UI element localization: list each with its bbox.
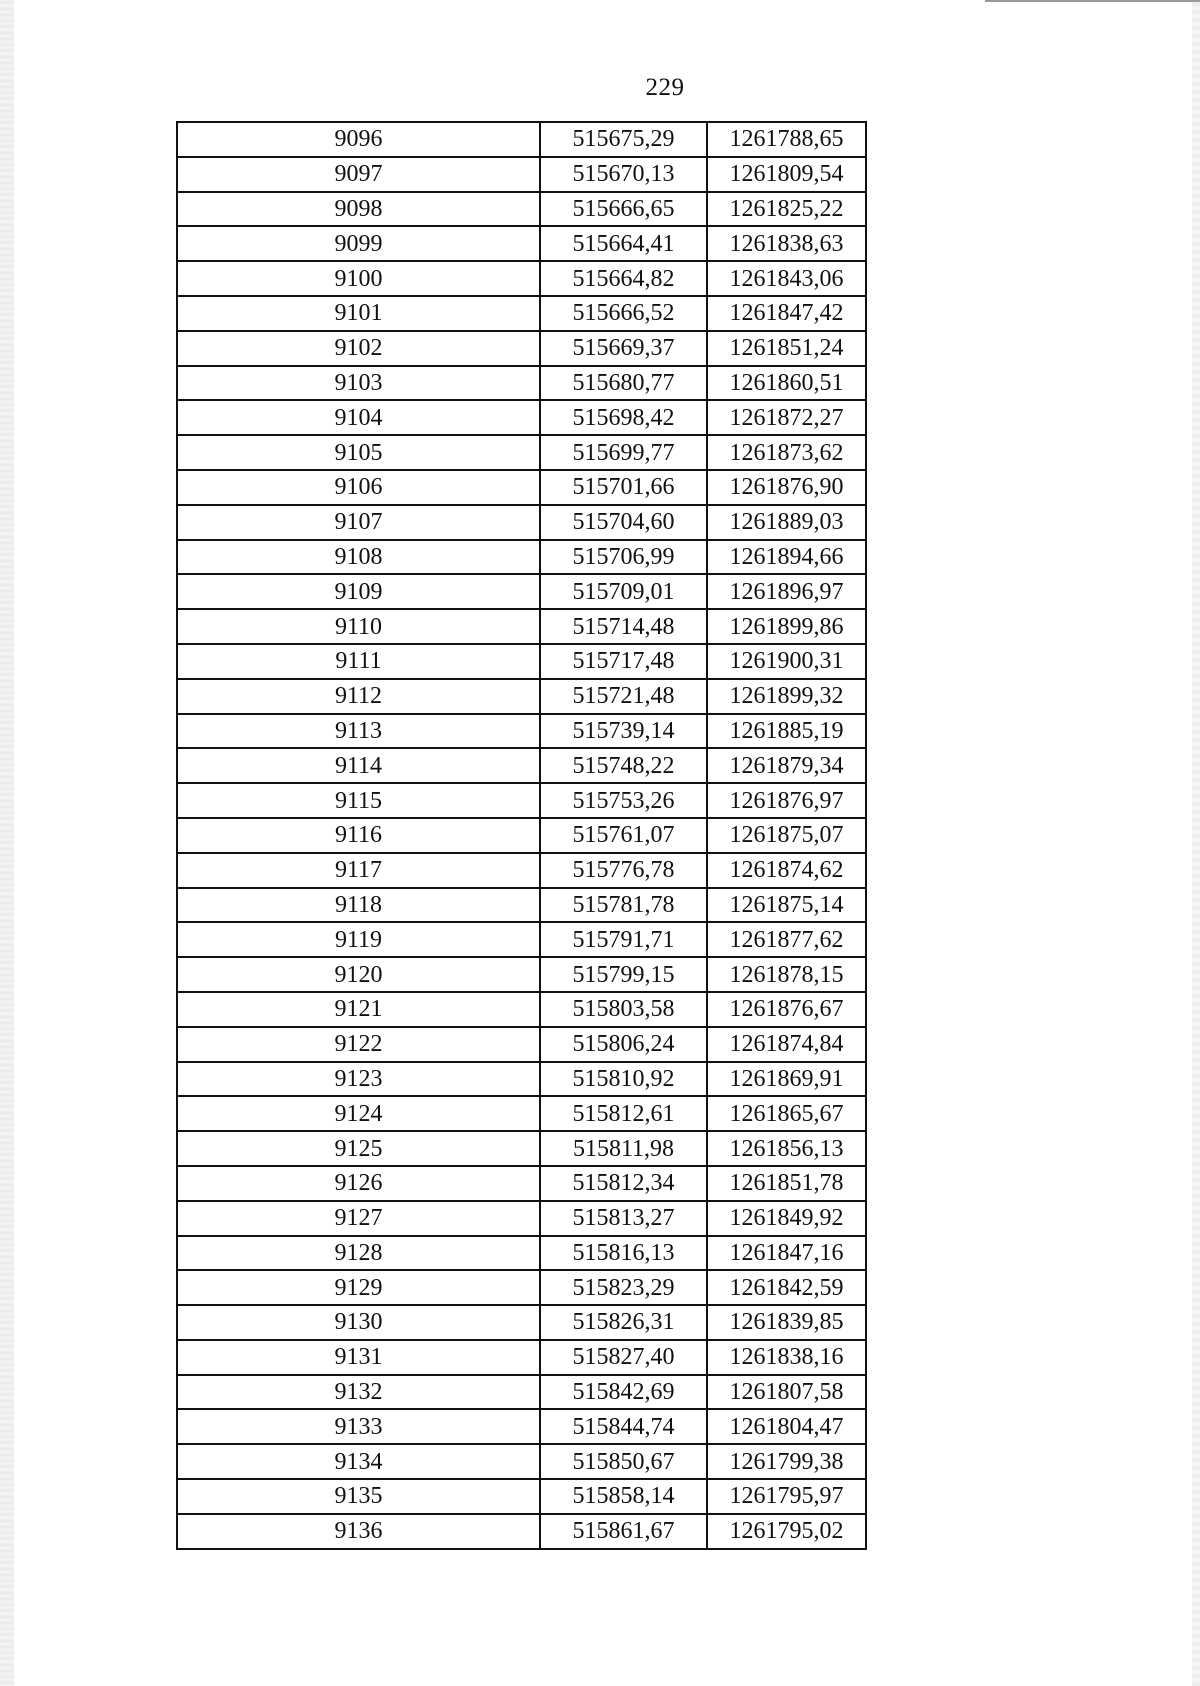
x-coordinate-cell: 515850,67 bbox=[540, 1444, 707, 1479]
x-coordinate-cell: 515753,26 bbox=[540, 783, 707, 818]
point-number-cell: 9111 bbox=[177, 644, 540, 679]
table-row bbox=[177, 714, 866, 749]
y-coordinate-cell: 1261804,47 bbox=[707, 1409, 866, 1444]
y-coordinate-cell: 1261847,42 bbox=[707, 296, 866, 331]
y-coordinate-cell: 1261809,54 bbox=[707, 157, 866, 192]
table-row bbox=[177, 470, 866, 505]
coordinates-table-body bbox=[177, 122, 866, 1549]
y-coordinate-cell: 1261865,67 bbox=[707, 1096, 866, 1131]
y-coordinate-cell: 1261877,62 bbox=[707, 922, 866, 957]
point-number-cell: 9105 bbox=[177, 435, 540, 470]
point-number-cell: 9122 bbox=[177, 1027, 540, 1062]
point-number-cell: 9106 bbox=[177, 470, 540, 505]
x-coordinate-cell: 515812,61 bbox=[540, 1096, 707, 1131]
table-row bbox=[177, 1375, 866, 1410]
table-row bbox=[177, 122, 866, 157]
x-coordinate-cell: 515680,77 bbox=[540, 366, 707, 401]
y-coordinate-cell: 1261899,32 bbox=[707, 679, 866, 714]
point-number-cell: 9126 bbox=[177, 1166, 540, 1201]
table-row bbox=[177, 435, 866, 470]
x-coordinate-cell: 515675,29 bbox=[540, 122, 707, 157]
table-row bbox=[177, 296, 866, 331]
table-row bbox=[177, 261, 866, 296]
point-number-cell: 9118 bbox=[177, 888, 540, 923]
x-coordinate-cell: 515666,65 bbox=[540, 192, 707, 227]
x-coordinate-cell: 515669,37 bbox=[540, 331, 707, 366]
y-coordinate-cell: 1261851,78 bbox=[707, 1166, 866, 1201]
x-coordinate-cell: 515761,07 bbox=[540, 818, 707, 853]
point-number-cell: 9108 bbox=[177, 540, 540, 575]
y-coordinate-cell: 1261894,66 bbox=[707, 540, 866, 575]
point-number-cell: 9124 bbox=[177, 1096, 540, 1131]
table-row bbox=[177, 192, 866, 227]
table-row bbox=[177, 644, 866, 679]
y-coordinate-cell: 1261799,38 bbox=[707, 1444, 866, 1479]
y-coordinate-cell: 1261795,02 bbox=[707, 1514, 866, 1549]
x-coordinate-cell: 515739,14 bbox=[540, 714, 707, 749]
table-row bbox=[177, 818, 866, 853]
page-number: 229 bbox=[645, 74, 685, 101]
x-coordinate-cell: 515664,82 bbox=[540, 261, 707, 296]
y-coordinate-cell: 1261839,85 bbox=[707, 1305, 866, 1340]
table-row bbox=[177, 783, 866, 818]
table-row bbox=[177, 1514, 866, 1549]
x-coordinate-cell: 515823,29 bbox=[540, 1270, 707, 1305]
point-number-cell: 9133 bbox=[177, 1409, 540, 1444]
table-row bbox=[177, 400, 866, 435]
y-coordinate-cell: 1261874,62 bbox=[707, 853, 866, 888]
point-number-cell: 9125 bbox=[177, 1131, 540, 1166]
point-number-cell: 9096 bbox=[177, 122, 540, 157]
x-coordinate-cell: 515826,31 bbox=[540, 1305, 707, 1340]
table-row bbox=[177, 1340, 866, 1375]
y-coordinate-cell: 1261873,62 bbox=[707, 435, 866, 470]
scan-top-line bbox=[985, 0, 1200, 2]
x-coordinate-cell: 515701,66 bbox=[540, 470, 707, 505]
point-number-cell: 9100 bbox=[177, 261, 540, 296]
point-number-cell: 9131 bbox=[177, 1340, 540, 1375]
y-coordinate-cell: 1261878,15 bbox=[707, 957, 866, 992]
table-row bbox=[177, 1131, 866, 1166]
point-number-cell: 9112 bbox=[177, 679, 540, 714]
table-row bbox=[177, 1444, 866, 1479]
point-number-cell: 9120 bbox=[177, 957, 540, 992]
table-row bbox=[177, 574, 866, 609]
y-coordinate-cell: 1261885,19 bbox=[707, 714, 866, 749]
x-coordinate-cell: 515781,78 bbox=[540, 888, 707, 923]
point-number-cell: 9130 bbox=[177, 1305, 540, 1340]
point-number-cell: 9117 bbox=[177, 853, 540, 888]
table-row bbox=[177, 1166, 866, 1201]
y-coordinate-cell: 1261879,34 bbox=[707, 748, 866, 783]
x-coordinate-cell: 515812,34 bbox=[540, 1166, 707, 1201]
x-coordinate-cell: 515748,22 bbox=[540, 748, 707, 783]
point-number-cell: 9115 bbox=[177, 783, 540, 818]
y-coordinate-cell: 1261875,14 bbox=[707, 888, 866, 923]
y-coordinate-cell: 1261838,16 bbox=[707, 1340, 866, 1375]
point-number-cell: 9099 bbox=[177, 226, 540, 261]
x-coordinate-cell: 515827,40 bbox=[540, 1340, 707, 1375]
x-coordinate-cell: 515806,24 bbox=[540, 1027, 707, 1062]
table-row bbox=[177, 1201, 866, 1236]
point-number-cell: 9119 bbox=[177, 922, 540, 957]
point-number-cell: 9113 bbox=[177, 714, 540, 749]
point-number-cell: 9102 bbox=[177, 331, 540, 366]
y-coordinate-cell: 1261876,67 bbox=[707, 992, 866, 1027]
y-coordinate-cell: 1261876,90 bbox=[707, 470, 866, 505]
x-coordinate-cell: 515858,14 bbox=[540, 1479, 707, 1514]
table-row bbox=[177, 1270, 866, 1305]
point-number-cell: 9109 bbox=[177, 574, 540, 609]
x-coordinate-cell: 515670,13 bbox=[540, 157, 707, 192]
x-coordinate-cell: 515717,48 bbox=[540, 644, 707, 679]
y-coordinate-cell: 1261825,22 bbox=[707, 192, 866, 227]
point-number-cell: 9127 bbox=[177, 1201, 540, 1236]
table-row bbox=[177, 888, 866, 923]
y-coordinate-cell: 1261900,31 bbox=[707, 644, 866, 679]
table-row bbox=[177, 366, 866, 401]
point-number-cell: 9101 bbox=[177, 296, 540, 331]
y-coordinate-cell: 1261847,16 bbox=[707, 1236, 866, 1271]
table-row bbox=[177, 1027, 866, 1062]
y-coordinate-cell: 1261851,24 bbox=[707, 331, 866, 366]
x-coordinate-cell: 515704,60 bbox=[540, 505, 707, 540]
x-coordinate-cell: 515664,41 bbox=[540, 226, 707, 261]
point-number-cell: 9128 bbox=[177, 1236, 540, 1271]
point-number-cell: 9103 bbox=[177, 366, 540, 401]
table-row bbox=[177, 505, 866, 540]
y-coordinate-cell: 1261874,84 bbox=[707, 1027, 866, 1062]
table-row bbox=[177, 679, 866, 714]
table-row bbox=[177, 1409, 866, 1444]
y-coordinate-cell: 1261838,63 bbox=[707, 226, 866, 261]
x-coordinate-cell: 515666,52 bbox=[540, 296, 707, 331]
point-number-cell: 9098 bbox=[177, 192, 540, 227]
table-row bbox=[177, 331, 866, 366]
x-coordinate-cell: 515706,99 bbox=[540, 540, 707, 575]
x-coordinate-cell: 515776,78 bbox=[540, 853, 707, 888]
table-row bbox=[177, 922, 866, 957]
y-coordinate-cell: 1261788,65 bbox=[707, 122, 866, 157]
x-coordinate-cell: 515698,42 bbox=[540, 400, 707, 435]
x-coordinate-cell: 515791,71 bbox=[540, 922, 707, 957]
y-coordinate-cell: 1261842,59 bbox=[707, 1270, 866, 1305]
table-row bbox=[177, 853, 866, 888]
table-row bbox=[177, 957, 866, 992]
point-number-cell: 9110 bbox=[177, 609, 540, 644]
point-number-cell: 9107 bbox=[177, 505, 540, 540]
x-coordinate-cell: 515803,58 bbox=[540, 992, 707, 1027]
x-coordinate-cell: 515799,15 bbox=[540, 957, 707, 992]
x-coordinate-cell: 515842,69 bbox=[540, 1375, 707, 1410]
y-coordinate-cell: 1261896,97 bbox=[707, 574, 866, 609]
table-row bbox=[177, 992, 866, 1027]
y-coordinate-cell: 1261872,27 bbox=[707, 400, 866, 435]
x-coordinate-cell: 515721,48 bbox=[540, 679, 707, 714]
x-coordinate-cell: 515816,13 bbox=[540, 1236, 707, 1271]
y-coordinate-cell: 1261795,97 bbox=[707, 1479, 866, 1514]
x-coordinate-cell: 515699,77 bbox=[540, 435, 707, 470]
scan-edge-right bbox=[1192, 0, 1200, 1686]
y-coordinate-cell: 1261849,92 bbox=[707, 1201, 866, 1236]
y-coordinate-cell: 1261843,06 bbox=[707, 261, 866, 296]
y-coordinate-cell: 1261875,07 bbox=[707, 818, 866, 853]
table-row bbox=[177, 1062, 866, 1097]
point-number-cell: 9104 bbox=[177, 400, 540, 435]
point-number-cell: 9114 bbox=[177, 748, 540, 783]
table-row bbox=[177, 226, 866, 261]
table-row bbox=[177, 1096, 866, 1131]
y-coordinate-cell: 1261889,03 bbox=[707, 505, 866, 540]
x-coordinate-cell: 515709,01 bbox=[540, 574, 707, 609]
point-number-cell: 9129 bbox=[177, 1270, 540, 1305]
table-row bbox=[177, 157, 866, 192]
y-coordinate-cell: 1261860,51 bbox=[707, 366, 866, 401]
x-coordinate-cell: 515714,48 bbox=[540, 609, 707, 644]
table-row bbox=[177, 1236, 866, 1271]
y-coordinate-cell: 1261856,13 bbox=[707, 1131, 866, 1166]
table-row bbox=[177, 1479, 866, 1514]
y-coordinate-cell: 1261869,91 bbox=[707, 1062, 866, 1097]
point-number-cell: 9123 bbox=[177, 1062, 540, 1097]
y-coordinate-cell: 1261807,58 bbox=[707, 1375, 866, 1410]
x-coordinate-cell: 515813,27 bbox=[540, 1201, 707, 1236]
point-number-cell: 9136 bbox=[177, 1514, 540, 1549]
coordinates-table bbox=[176, 121, 867, 1550]
table-row bbox=[177, 609, 866, 644]
point-number-cell: 9135 bbox=[177, 1479, 540, 1514]
table-row bbox=[177, 748, 866, 783]
point-number-cell: 9121 bbox=[177, 992, 540, 1027]
x-coordinate-cell: 515810,92 bbox=[540, 1062, 707, 1097]
point-number-cell: 9132 bbox=[177, 1375, 540, 1410]
point-number-cell: 9134 bbox=[177, 1444, 540, 1479]
x-coordinate-cell: 515844,74 bbox=[540, 1409, 707, 1444]
y-coordinate-cell: 1261899,86 bbox=[707, 609, 866, 644]
table-row bbox=[177, 540, 866, 575]
x-coordinate-cell: 515811,98 bbox=[540, 1131, 707, 1166]
y-coordinate-cell: 1261876,97 bbox=[707, 783, 866, 818]
point-number-cell: 9116 bbox=[177, 818, 540, 853]
table-row bbox=[177, 1305, 866, 1340]
scan-edge-left bbox=[0, 0, 14, 1686]
x-coordinate-cell: 515861,67 bbox=[540, 1514, 707, 1549]
point-number-cell: 9097 bbox=[177, 157, 540, 192]
